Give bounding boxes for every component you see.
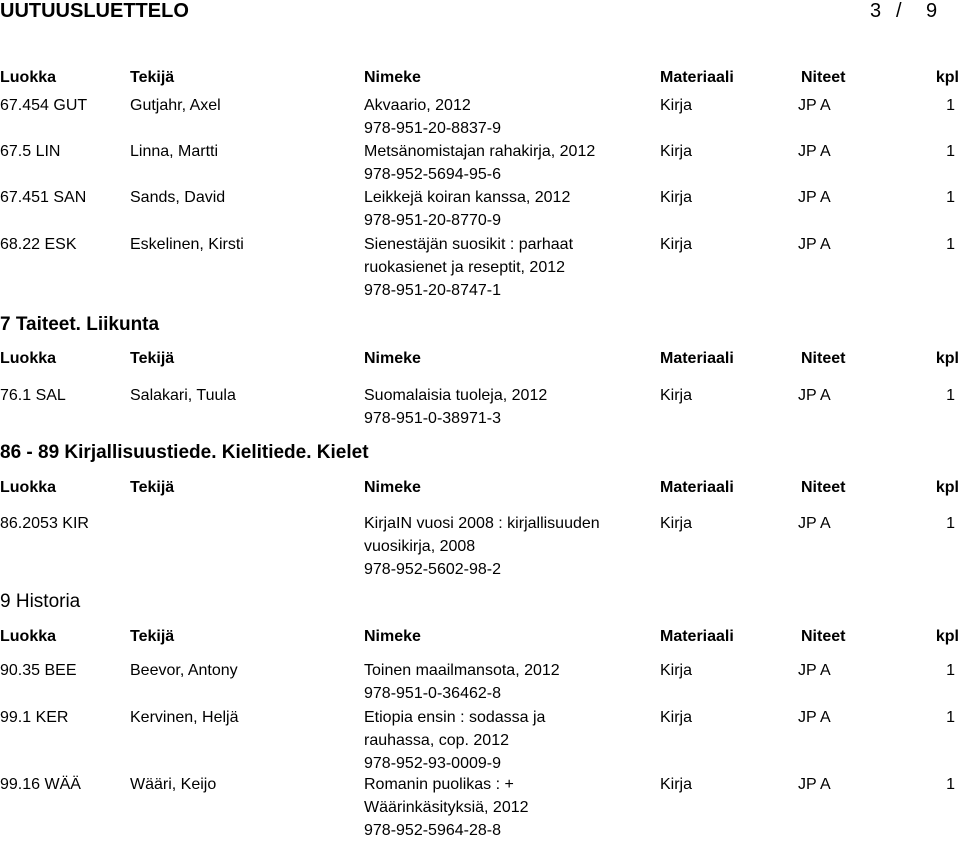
isbn-line: 978-952-5694-95-6: [364, 166, 501, 183]
cell-materiaali: Kirja: [660, 776, 693, 793]
cell-niteet: JP A: [798, 709, 831, 726]
cell-kpl: 1: [946, 662, 955, 679]
col-nimeke: Nimeke: [364, 479, 421, 496]
col-kpl: kpl: [935, 69, 959, 86]
isbn-line: 978-952-93-0009-9: [364, 755, 501, 772]
cell-nimeke: [364, 186, 644, 232]
page-separator: /: [896, 0, 902, 22]
cell-luokka: 68.22 ESK: [0, 236, 77, 253]
title-line: Suomalaisia tuoleja, 2012: [364, 387, 548, 404]
cell-tekija: Gutjahr, Axel: [130, 97, 221, 114]
cell-niteet: JP A: [798, 189, 831, 206]
cell-materiaali: Kirja: [660, 387, 693, 404]
cell-nimeke: [364, 773, 644, 842]
cell-tekija: Kervinen, Heljä: [130, 709, 239, 726]
title-line: Etiopia ensin : sodassa ja: [364, 709, 546, 726]
col-materiaali: Materiaali: [660, 628, 734, 645]
cell-luokka: 67.451 SAN: [0, 189, 87, 206]
cell-luokka: 86.2053 KIR: [0, 515, 89, 532]
cell-materiaali: Kirja: [660, 236, 693, 253]
col-niteet: Niteet: [801, 350, 846, 367]
cell-tekija: Eskelinen, Kirsti: [130, 236, 244, 253]
cell-luokka: 90.35 BEE: [0, 662, 77, 679]
isbn-line: 978-951-20-8747-1: [364, 282, 501, 299]
cell-tekija: Salakari, Tuula: [130, 387, 236, 404]
isbn-line: 978-951-0-38971-3: [364, 410, 501, 427]
col-materiaali: Materiaali: [660, 479, 734, 496]
cell-tekija: Linna, Martti: [130, 143, 219, 160]
col-tekija: Tekijä: [130, 350, 175, 367]
title-line: Sienestäjän suosikit : parhaat: [364, 236, 574, 253]
col-nimeke: Nimeke: [364, 69, 421, 86]
page-number: [870, 0, 938, 23]
col-kpl: kpl: [935, 628, 959, 645]
isbn-line: 978-951-20-8837-9: [364, 120, 501, 137]
isbn-line: 978-952-5602-98-2: [364, 561, 501, 578]
cell-kpl: 1: [946, 236, 955, 253]
cell-materiaali: Kirja: [660, 97, 693, 114]
column-header-row: [0, 350, 960, 372]
cell-luokka: 67.5 LIN: [0, 143, 61, 160]
cell-nimeke: [364, 233, 644, 302]
col-niteet: Niteet: [801, 69, 846, 86]
col-luokka: Luokka: [0, 479, 57, 496]
cell-luokka: 99.1 KER: [0, 709, 69, 726]
section-heading: 7 Taiteet. Liikunta: [0, 314, 160, 335]
cell-nimeke: [364, 384, 644, 430]
cell-kpl: 1: [946, 143, 955, 160]
col-niteet: Niteet: [801, 628, 846, 645]
cell-kpl: 1: [946, 387, 955, 404]
cell-luokka: 76.1 SAL: [0, 387, 66, 404]
title-line: Leikkejä koiran kanssa, 2012: [364, 189, 571, 206]
col-nimeke: Nimeke: [364, 628, 421, 645]
col-materiaali: Materiaali: [660, 350, 734, 367]
title-line: Wäärinkäsityksiä, 2012: [364, 799, 529, 816]
cell-niteet: JP A: [798, 236, 831, 253]
cell-nimeke: [364, 140, 644, 186]
cell-kpl: 1: [946, 189, 955, 206]
col-nimeke: Nimeke: [364, 350, 421, 367]
cell-niteet: JP A: [798, 662, 831, 679]
cell-niteet: JP A: [798, 776, 831, 793]
section-heading: 9 Historia: [0, 591, 81, 612]
page-title: UUTUUSLUETTELO: [0, 0, 189, 22]
page-current: 3: [870, 0, 882, 22]
cell-tekija: Sands, David: [130, 189, 226, 206]
cell-nimeke: [364, 94, 644, 140]
col-tekija: Tekijä: [130, 628, 175, 645]
title-line: vuosikirja, 2008: [364, 538, 476, 555]
cell-kpl: 1: [946, 97, 955, 114]
title-line: ruokasienet ja reseptit, 2012: [364, 259, 566, 276]
title-line: Romanin puolikas : +: [364, 776, 514, 793]
cell-nimeke: [364, 706, 644, 775]
cell-niteet: JP A: [798, 97, 831, 114]
title-line: KirjaIN vuosi 2008 : kirjallisuuden: [364, 515, 600, 532]
cell-materiaali: Kirja: [660, 662, 693, 679]
cell-materiaali: Kirja: [660, 709, 693, 726]
title-line: Metsänomistajan rahakirja, 2012: [364, 143, 596, 160]
cell-tekija: Beevor, Antony: [130, 662, 238, 679]
col-tekija: Tekijä: [130, 479, 175, 496]
cell-niteet: JP A: [798, 515, 831, 532]
cell-nimeke: [364, 512, 644, 581]
col-kpl: kpl: [935, 479, 959, 496]
cell-luokka: 67.454 GUT: [0, 97, 88, 114]
cell-kpl: 1: [946, 515, 955, 532]
col-niteet: Niteet: [801, 479, 846, 496]
col-materiaali: Materiaali: [660, 69, 734, 86]
col-tekija: Tekijä: [130, 69, 175, 86]
col-luokka: Luokka: [0, 628, 57, 645]
cell-materiaali: Kirja: [660, 515, 693, 532]
cell-kpl: 1: [946, 776, 955, 793]
title-line: Akvaario, 2012: [364, 97, 471, 114]
cell-kpl: 1: [946, 709, 955, 726]
section-heading: 86 - 89 Kirjallisuustiede. Kielitiede. Kielet: [0, 442, 369, 463]
title-line: Toinen maailmansota, 2012: [364, 662, 560, 679]
column-header-row: [0, 628, 960, 650]
cell-materiaali: Kirja: [660, 143, 693, 160]
isbn-line: 978-951-20-8770-9: [364, 212, 501, 229]
cell-tekija: Wääri, Keijo: [130, 776, 217, 793]
column-header-row: [0, 69, 960, 91]
col-kpl: kpl: [935, 350, 959, 367]
cell-materiaali: Kirja: [660, 189, 693, 206]
cell-nimeke: [364, 659, 644, 705]
title-line: rauhassa, cop. 2012: [364, 732, 509, 749]
isbn-line: 978-952-5964-28-8: [364, 822, 501, 839]
cell-niteet: JP A: [798, 143, 831, 160]
page-total: 9: [926, 0, 938, 22]
col-luokka: Luokka: [0, 350, 57, 367]
cell-luokka: 99.16 WÄÄ: [0, 776, 81, 793]
column-header-row: [0, 479, 960, 501]
col-luokka: Luokka: [0, 69, 57, 86]
isbn-line: 978-951-0-36462-8: [364, 685, 501, 702]
cell-niteet: JP A: [798, 387, 831, 404]
